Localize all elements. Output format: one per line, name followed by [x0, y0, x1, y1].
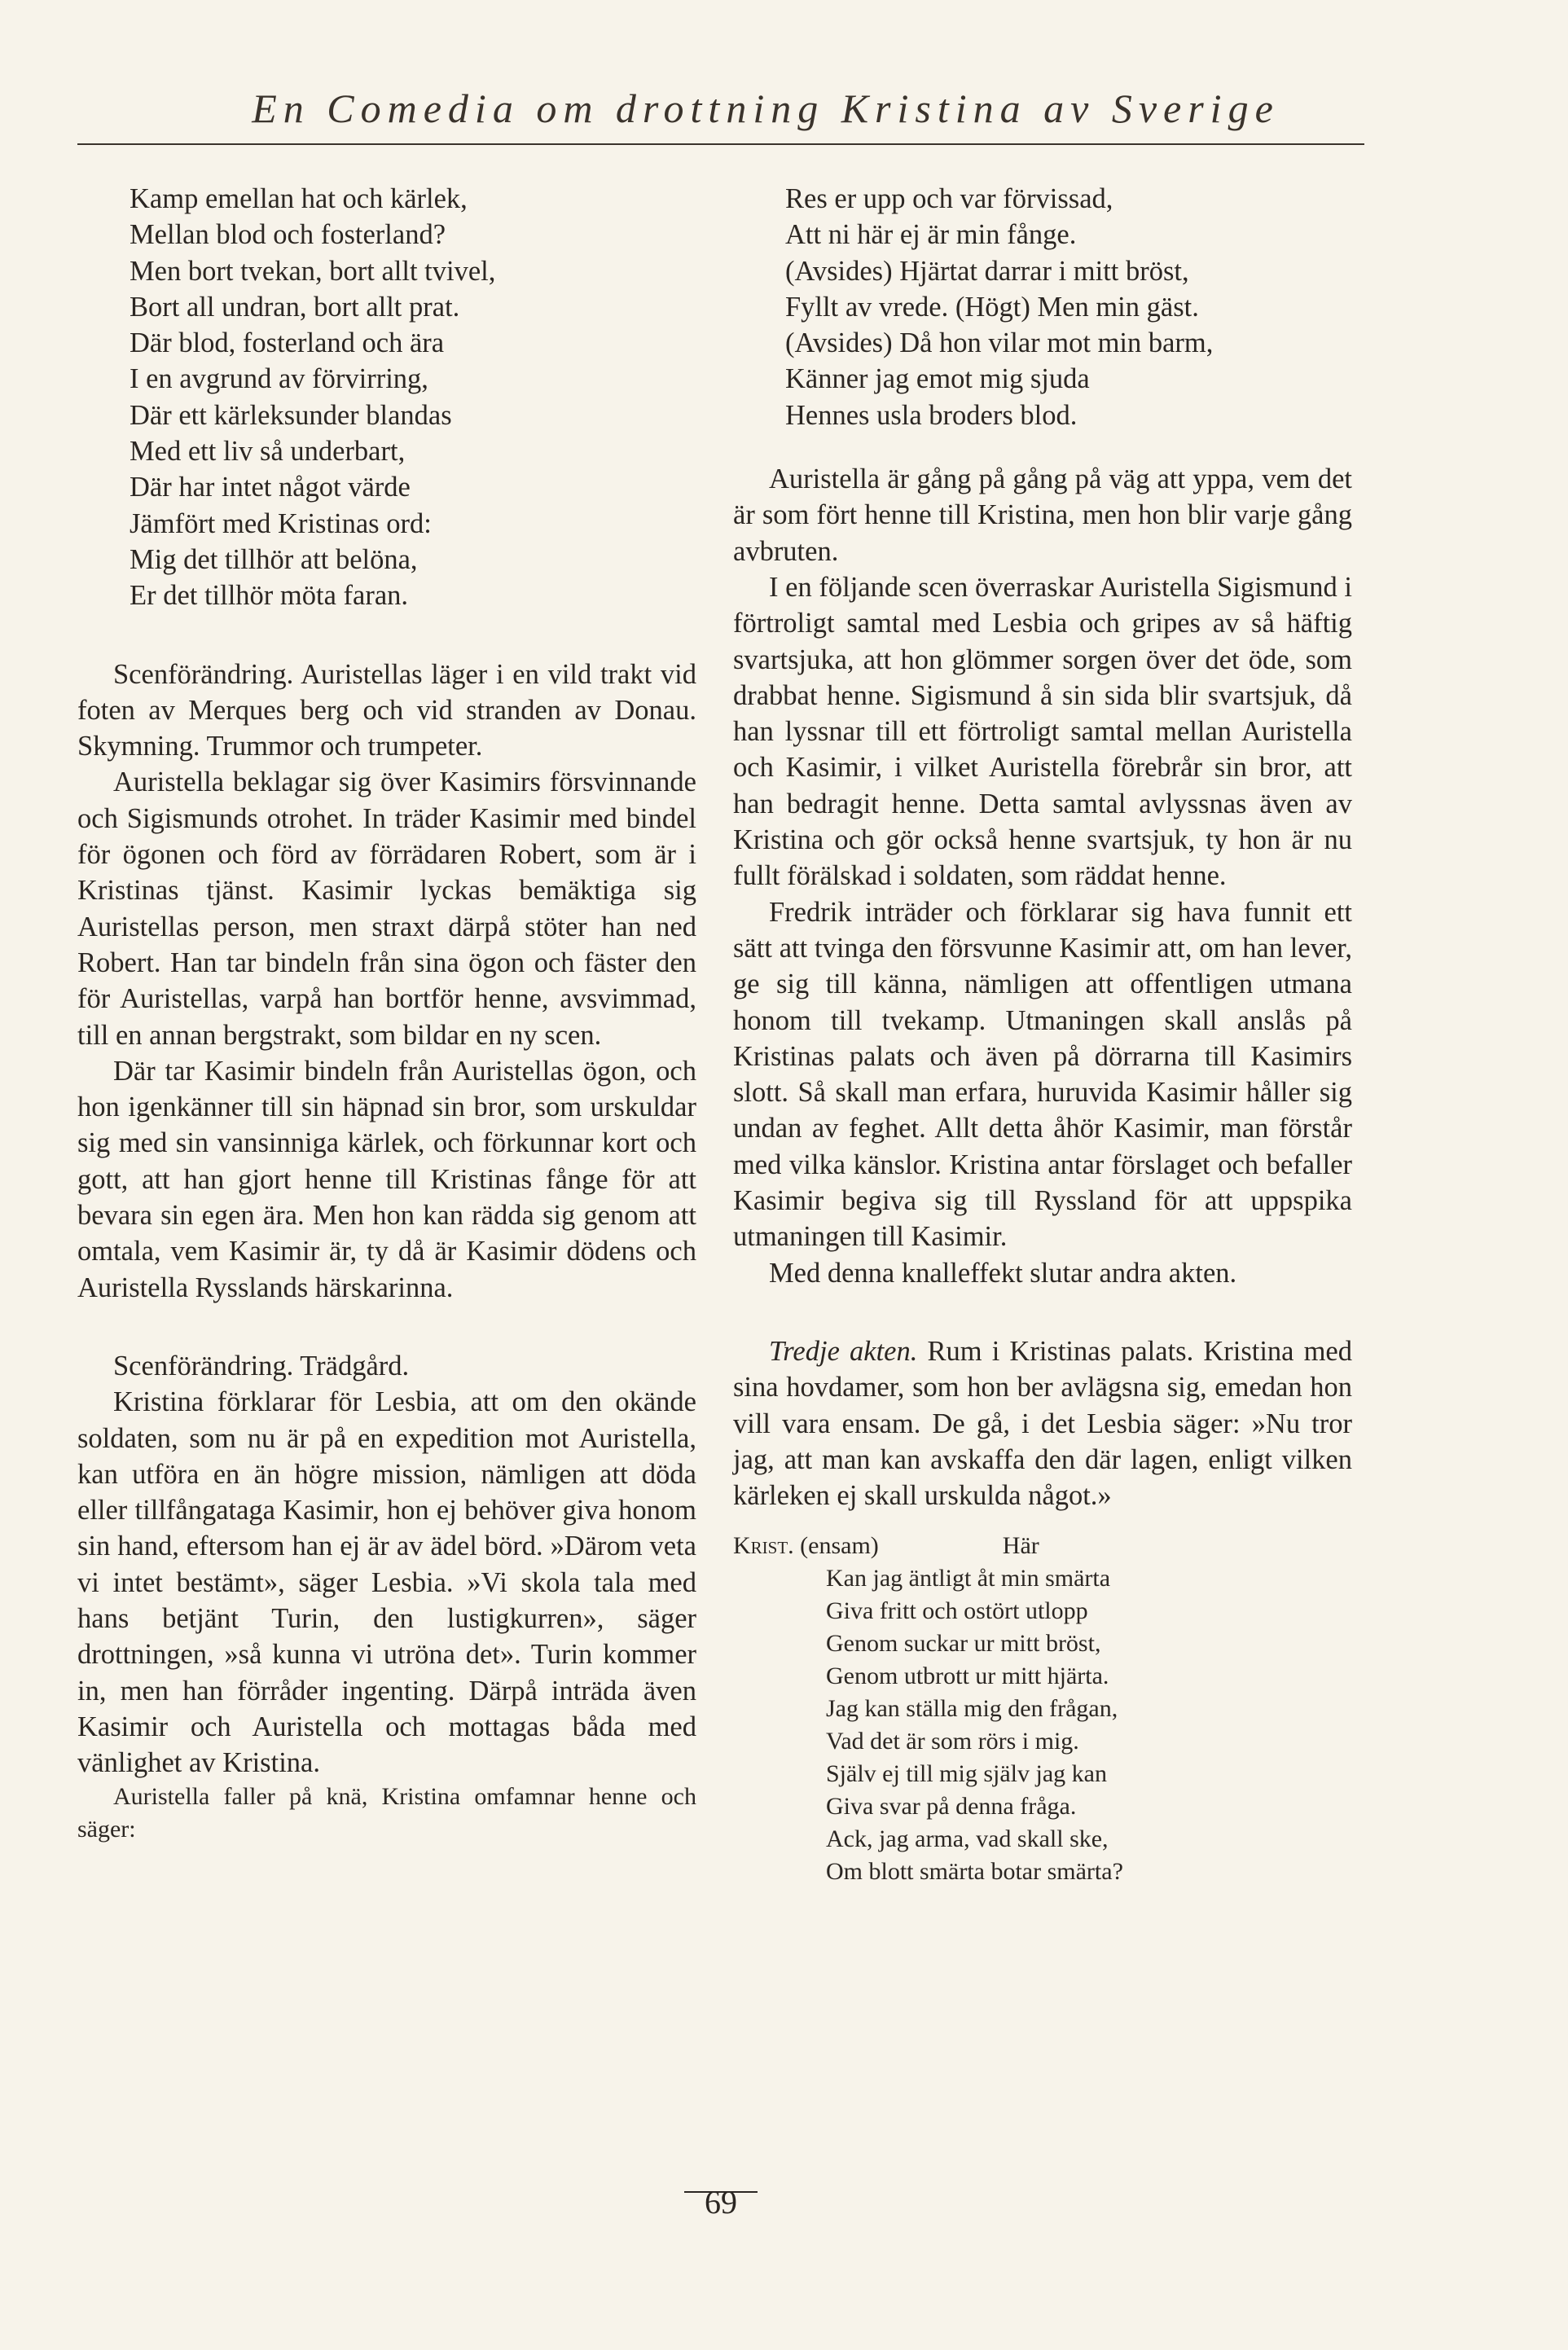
- poem-line: Genom suckar ur mitt bröst,: [826, 1630, 1101, 1658]
- poem-line: Där har intet något värde: [130, 472, 411, 503]
- header-rule: [77, 143, 1364, 145]
- poem-line: I en avgrund av förvirring,: [130, 363, 428, 395]
- poem-line: (Avsides) Då hon vilar mot min barm,: [785, 327, 1214, 359]
- left-column: [77, 181, 696, 1846]
- poem-line: Om blott smärta botar smärta?: [826, 1858, 1123, 1886]
- poem-line: Jämfört med Kristinas ord:: [130, 507, 432, 539]
- poem-line: Kan jag äntligt åt min smärta: [826, 1565, 1111, 1592]
- paragraph: Auristella beklagar sig över Kasimirs försvinnande och Sigismunds otrohet. In träder Kasimir med bindel för ögonen och förd av förrädaren Robert, som är i Kristinas tjänst. Kasimir lyckas bemäktiga sig Auristellas person, men straxt därpå stöter han ned Robert. Han tar bindeln från sina ögon och fäster den för Auristellas, varpå han bortför henne, avsvimmad, till en annan bergstrakt, som bildar en ny scen.: [77, 766, 696, 1051]
- poem-line: Kamp emellan hat och kärlek,: [130, 183, 468, 214]
- paragraph: Scenförändring. Auristellas läger i en vild trakt vid foten av Merques berg och vid stranden av Donau. Skymning. Trummor och trumpeter.: [77, 658, 696, 762]
- act-paragraph: [733, 1333, 1352, 1513]
- poem-line: Känner jag emot mig sjuda: [785, 363, 1090, 395]
- right-poem: [733, 181, 1352, 433]
- poem-line: Bort all undran, bort allt prat.: [130, 291, 460, 323]
- poem-line: Hennes usla broders blod.: [785, 399, 1078, 431]
- poem-first-line: Här: [1002, 1532, 1039, 1560]
- poem-line: Ack, jag arma, vad skall ske,: [826, 1825, 1109, 1853]
- poem-line: Själv ej till mig själv jag kan: [826, 1760, 1107, 1788]
- act-text: Rum i Kristinas palats. Kristina med sina hovdamer, som hon ber avlägsna sig, emedan hon vill vara ensam. De gå, i det Lesbia säger: »Nu tror jag, att man kan avskaffa den där lagen, enligt vilken kärleken ej skall urskulda något.»: [733, 1335, 1352, 1512]
- speaker-name: Krist.: [733, 1532, 794, 1560]
- poem-line: Er det tillhör möta faran.: [130, 580, 409, 612]
- act-title: Tredje akten.: [769, 1335, 918, 1367]
- poem-line: Där blod, fosterland och ära: [130, 327, 445, 359]
- left-poem: [77, 181, 696, 614]
- poem-line: Jag kan ställa mig den frågan,: [826, 1695, 1118, 1723]
- paragraph: Auristella är gång på gång på väg att yppa, vem det är som fört henne till Kristina, men hon blir varje gång avbruten.: [733, 463, 1352, 567]
- stage-direction: Auristella faller på knä, Kristina omfamnar henne och säger:: [77, 1783, 696, 1843]
- poem-line: Vad det är som rörs i mig.: [826, 1728, 1079, 1755]
- poem-line: Genom utbrott ur mitt hjärta.: [826, 1663, 1109, 1690]
- paragraph: Fredrik inträder och förklarar sig hava funnit ett sätt att tvinga den försvunne Kasimir att, om han lever, ge sig till känna, nämligen att offentligen utmana honom till tvekamp. Utmaningen skall anslås på Kristinas palats och även på dörrarna till Kasimirs slott. Så skall man erfara, huruvida Kasimir håller sig undan av feghet. Allt detta åhör Kasimir, man förstår med vilka känslor. Kristina antar förslaget och befaller Kasimir begiva sig till Ryssland för att uppspika utmaningen till Kasimir.: [733, 896, 1352, 1253]
- running-header: En Comedia om drottning Kristina av Sverige: [252, 86, 1280, 131]
- kristina-monologue: [733, 1562, 1352, 1888]
- speaker-line: [733, 1530, 1352, 1562]
- poem-line: Att ni här ej är min fånge.: [785, 219, 1077, 251]
- paragraph: Med denna knalleffekt slutar andra akten.: [769, 1257, 1237, 1289]
- poem-line: Mig det tillhör att belöna,: [130, 543, 418, 575]
- poem-line: Där ett kärleksunder blandas: [130, 399, 452, 431]
- poem-line: Giva svar på denna fråga.: [826, 1793, 1077, 1821]
- right-column: [733, 181, 1352, 1888]
- poem-line: Giva fritt och ostört utlopp: [826, 1597, 1088, 1625]
- paragraph: Scenförändring. Trädgård.: [113, 1350, 410, 1381]
- poem-line: Men bort tvekan, bort allt tvivel,: [130, 255, 496, 287]
- speaker-note: (ensam): [800, 1532, 879, 1560]
- paragraph: I en följande scen överraskar Auristella Sigismund i förtroligt samtal med Lesbia och gripes av så häftig svartsjuka, att hon glömmer sorgen över det öde, som drabbat henne. Sigismund å sin sida blir svartsjuk, då han lyssnar till ett förtroligt samtal mellan Auristella och Kasimir, i vilket Auristella förebrår sin bror, att han bedragit henne. Detta samtal avlyssnas även av Kristina och gör också henne svartsjuk, ty hon är nu fullt förälskad i soldaten, som räddat henne.: [733, 571, 1352, 892]
- poem-line: Fyllt av vrede. (Högt) Men min gäst.: [785, 291, 1199, 323]
- poem-line: Med ett liv så underbart,: [130, 436, 406, 468]
- paragraph: Där tar Kasimir bindeln från Auristellas ögon, och hon igenkänner till sin häpnad sin bror, som urskuldar sig med sin vansinniga kärlek, och förkunnar kort och gott, att han gjort henne till Kristinas fånge för att bevara sin egen ära. Men hon kan rädda sig genom att omtala, vem Kasimir är, ty då är Kasimir dödens och Auristella Rysslands härskarinna.: [77, 1055, 696, 1303]
- poem-line: (Avsides) Hjärtat darrar i mitt bröst,: [785, 255, 1189, 287]
- poem-line: Res er upp och var förvissad,: [785, 183, 1113, 214]
- page-number: 69: [705, 2184, 737, 2220]
- poem-line: Mellan blod och fosterland?: [130, 219, 446, 251]
- paragraph: Kristina förklarar för Lesbia, att om den okände soldaten, som nu är på en expedition mot Auristella, kan utföra en än högre mission, nämligen att döda eller tillfångatagа Kasimir, hon ej behöver giva honom sin hand, eftersom han ej är av ädel börd. »Därom veta vi intet bestämt», säger Lesbia. »Vi skola tala med hans betjänt Turin, den lustigkurren», säger drottningen, »så kunna vi utröna det». Turin kommer in, men han förråder ingenting. Därpå inträda även Kasimir och Auristella och mottagas båda med vänlighet av Kristina.: [77, 1386, 696, 1779]
